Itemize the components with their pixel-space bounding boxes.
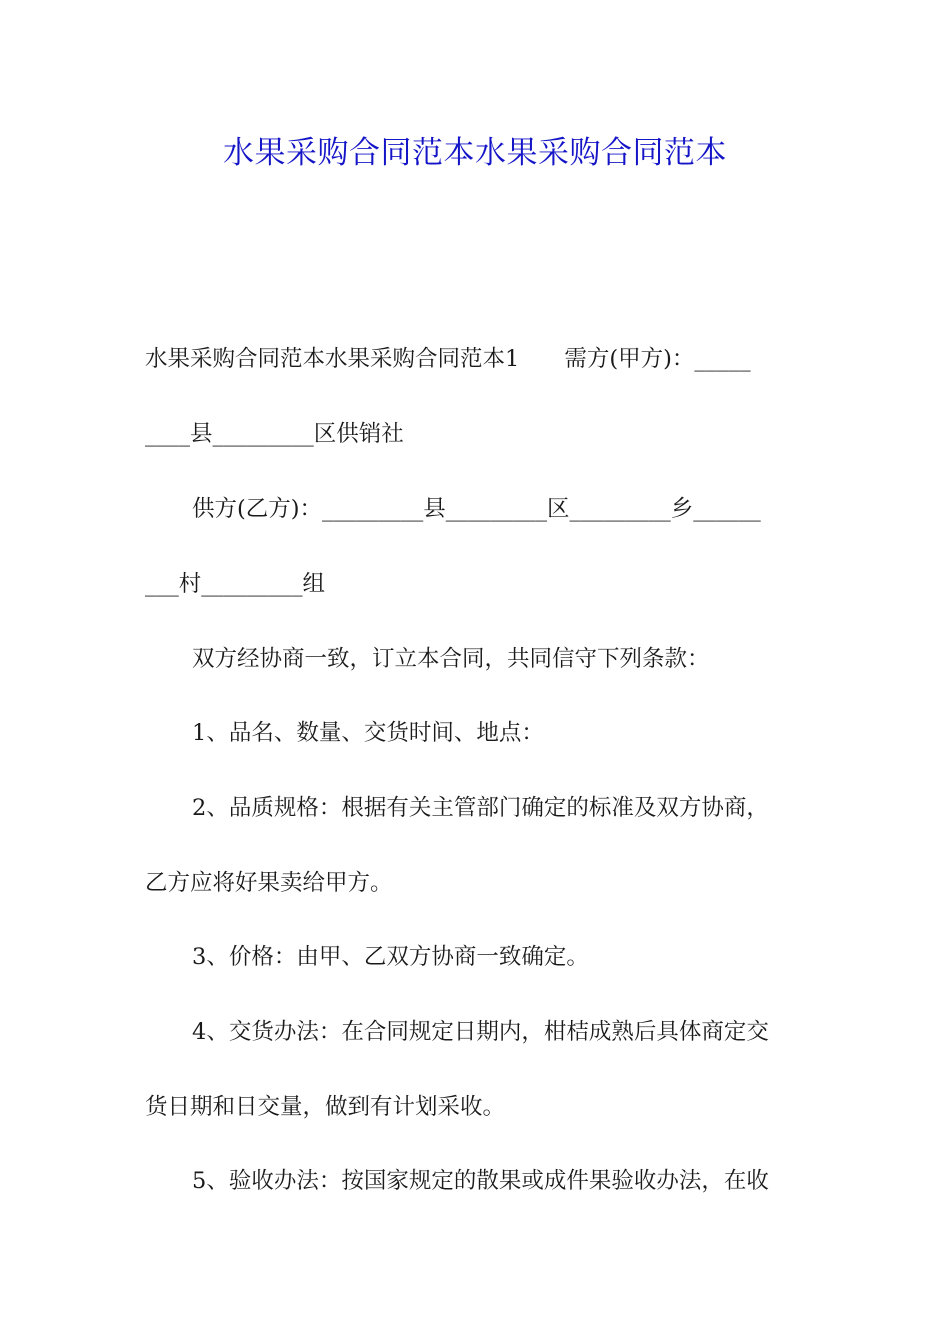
paragraph-line: ____县_________区供销社 (145, 421, 404, 447)
clause-item: 2、品质规格：根据有关主管部门确定的标准及双方协商， (192, 795, 769, 821)
paragraph-line: 乙方应将好果卖给甲方。 (145, 870, 393, 896)
clause-item: 3、价格：由甲、乙双方协商一致确定。 (192, 944, 589, 970)
paragraph-line: 供方(乙方)：_________县_________区_________乡______ (192, 496, 761, 522)
clause-item: 4、交货办法：在合同规定日期内，柑桔成熟后具体商定交 (192, 1019, 769, 1045)
document-title: 水果采购合同范本水果采购合同范本 (223, 135, 727, 171)
paragraph-line: ___村_________组 (145, 571, 326, 597)
paragraph-line: 水果采购合同范本水果采购合同范本1 需方(甲方)：_____ (145, 346, 751, 372)
clause-item: 1、品名、数量、交货时间、地点： (192, 720, 544, 746)
paragraph-line: 货日期和日交量，做到有计划采收。 (145, 1094, 506, 1120)
paragraph-line: 双方经协商一致，订立本合同，共同信守下列条款： (192, 646, 710, 672)
clause-item: 5、验收办法：按国家规定的散果或成件果验收办法，在收 (192, 1168, 769, 1194)
